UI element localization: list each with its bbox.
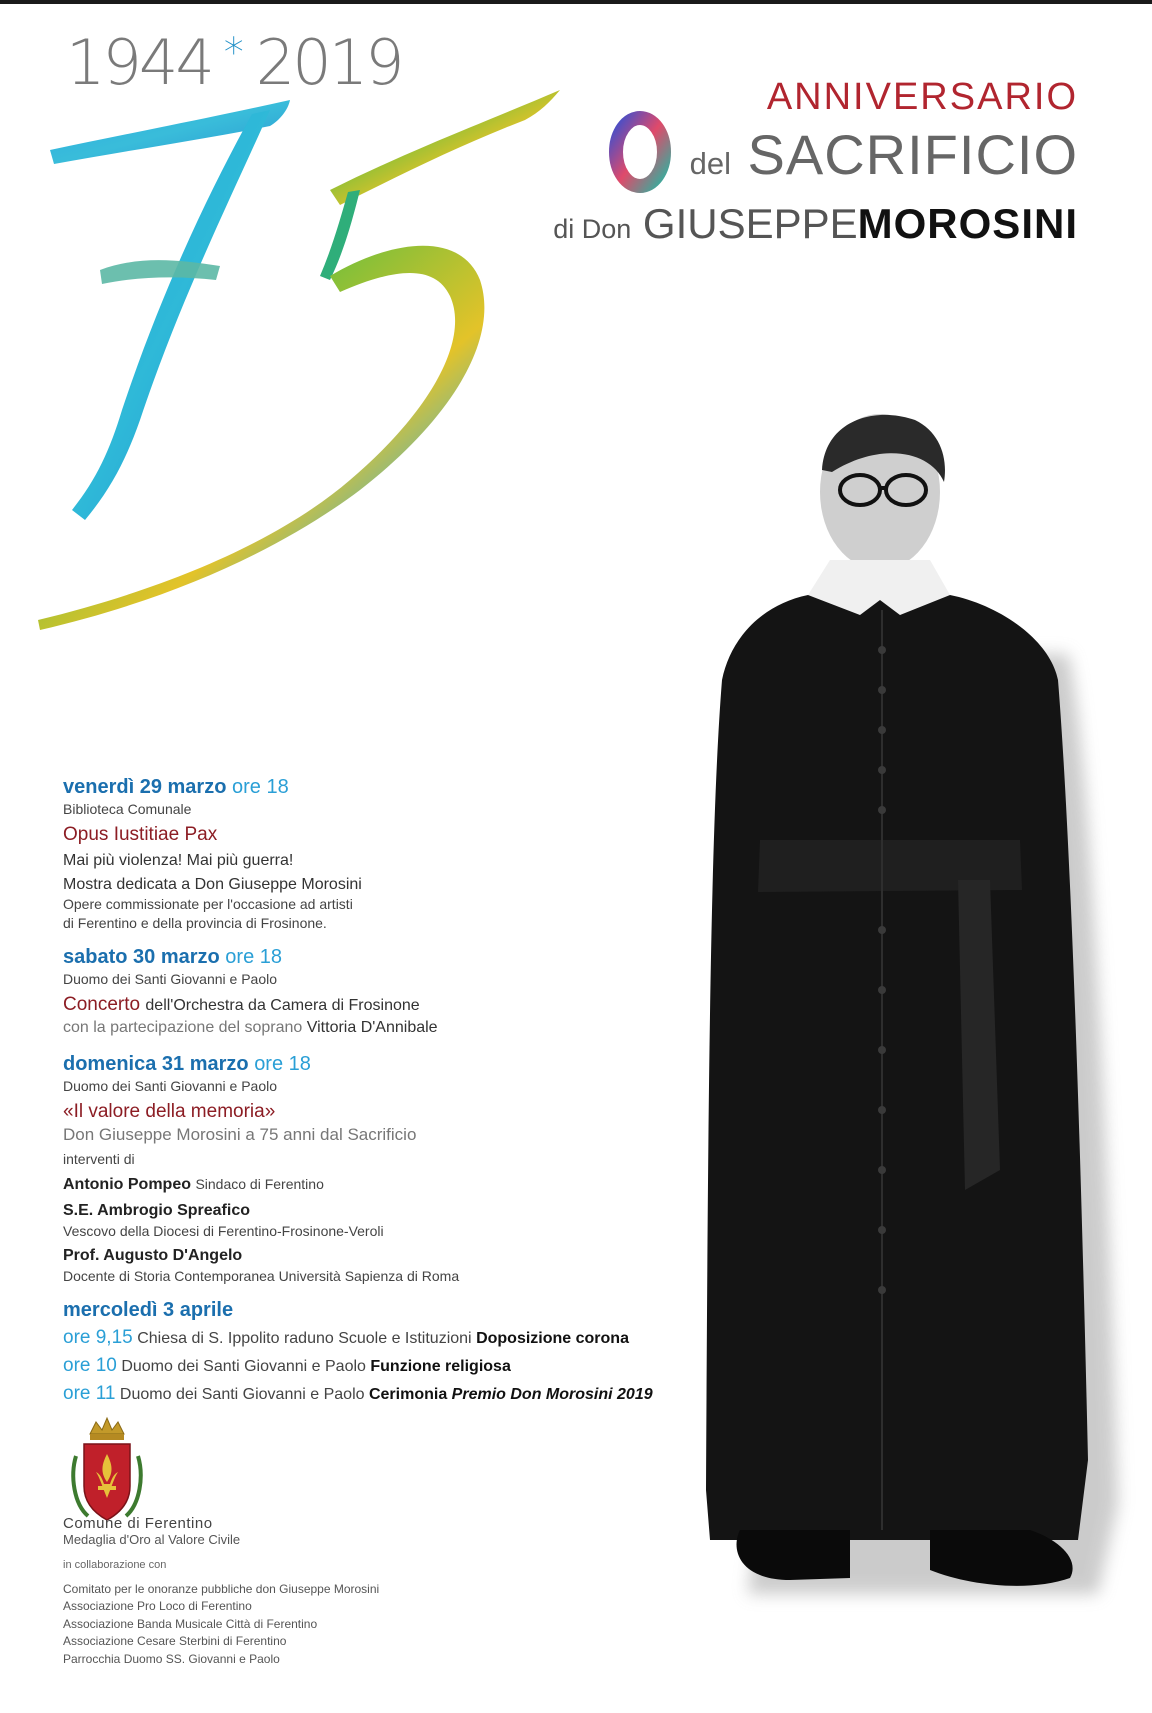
event-title-rest: dell'Orchestra da Camera di Frosinone (145, 997, 420, 1015)
priest-portrait-photo (700, 410, 1140, 1650)
event-line: con la partecipazione del soprano (63, 1018, 303, 1036)
event-soprano: Vittoria D'Annibale (306, 1018, 438, 1036)
title-morosini: MOROSINI (857, 200, 1078, 247)
event-day: mercoledì 3 aprile (63, 1299, 234, 1322)
schedule-place: Duomo dei Santi Giovanni e Paolo (119, 1385, 365, 1403)
event-time: ore 18 (231, 776, 289, 798)
five-stroke-top (330, 90, 560, 205)
event-title: «Il valore della memoria» (63, 1100, 276, 1122)
title-giuseppe: GIUSEPPE (642, 200, 858, 247)
event-title: Concerto (63, 994, 141, 1016)
schedule-item (63, 1382, 703, 1407)
comune-name: Comune di Ferentino (63, 1515, 213, 1532)
event-place: Biblioteca Comunale (63, 801, 192, 817)
degree-ring (616, 118, 664, 186)
speaker-name: S.E. Ambrogio Spreafico (63, 1202, 250, 1220)
comune-medal: Medaglia d'Oro al Valore Civile (63, 1532, 241, 1547)
title-di-don: di Don (553, 214, 632, 244)
speaker-role: Sindaco di Ferentino (195, 1175, 324, 1192)
seven-stroke-diagonal (72, 110, 270, 520)
event-note: di Ferentino e della provincia di Frosinone. (63, 914, 327, 931)
schedule-event: Doposizione corona (476, 1330, 629, 1348)
schedule-event-italic: Premio Don Morosini 2019 (451, 1385, 653, 1403)
event-day: venerdì 29 marzo (63, 776, 227, 798)
ferentino-coat-of-arms-icon (68, 1416, 146, 1528)
speaker-role: Vescovo della Diocesi di Ferentino-Frosinone-Veroli (63, 1223, 384, 1240)
speaker-role: Docente di Storia Contemporanea Università Sapienza di Roma (63, 1268, 460, 1285)
years-heading (66, 26, 402, 99)
schedule-place: Chiesa di S. Ippolito raduno Scuole e Istituzioni (137, 1330, 472, 1348)
event-line: Mostra dedicata a Don Giuseppe Morosini (63, 875, 362, 893)
event-note: Opere commissionate per l'occasione ad artisti (63, 896, 353, 913)
event-3-april (63, 1297, 703, 1406)
schedule-item (63, 1326, 703, 1351)
seventy-five-brush-artwork (30, 40, 730, 660)
top-border (0, 0, 1152, 4)
schedule-time: ore 9,15 (63, 1327, 133, 1349)
partner-item: Associazione Cesare Sterbini di Ferentino (63, 1634, 287, 1649)
event-day: domenica 31 marzo (63, 1052, 249, 1075)
title-name (553, 200, 1078, 248)
partner-item: Parrocchia Duomo SS. Giovanni e Paolo (63, 1651, 280, 1666)
speaker-name: Prof. Augusto D'Angelo (63, 1247, 243, 1265)
event-subtitle: Don Giuseppe Morosini a 75 anni dal Sacrificio (63, 1125, 417, 1145)
event-place: Duomo dei Santi Giovanni e Paolo (63, 1077, 278, 1094)
event-day: sabato 30 marzo (63, 945, 220, 968)
title-sacrificio (690, 122, 1078, 187)
year-start: 1944 (66, 26, 212, 99)
event-time: ore 18 (254, 1052, 311, 1075)
schedule-time: ore 11 (63, 1382, 116, 1404)
title-anniversario: ANNIVERSARIO (766, 76, 1078, 118)
footer (63, 1515, 523, 1668)
partner-list (63, 1581, 523, 1668)
event-30-march (63, 944, 703, 1039)
collaboration-label: in collaborazione con (63, 1559, 167, 1571)
event-time: ore 18 (225, 945, 283, 968)
schedule-place: Duomo dei Santi Giovanni e Paolo (121, 1358, 366, 1376)
event-day-heading (63, 944, 703, 970)
title-sacrificio-word: SACRIFICIO (747, 123, 1078, 186)
event-soprano-line (63, 1018, 703, 1039)
event-31-march (63, 1051, 703, 1286)
event-schedule (63, 762, 703, 1407)
five-stroke-bowl (38, 246, 484, 630)
partner-item: Associazione Pro Loco di Ferentino (63, 1599, 252, 1614)
event-line: Mai più violenza! Mai più guerra! (63, 851, 294, 869)
partner-item: Associazione Banda Musicale Città di Ferentino (63, 1616, 318, 1631)
schedule-item (63, 1354, 703, 1379)
seven-stroke-mid (100, 260, 220, 284)
schedule-event: Funzione religiosa (370, 1358, 511, 1376)
star-separator: * (223, 30, 244, 76)
year-end: 2019 (255, 26, 402, 99)
event-interventi: interventi di (63, 1151, 135, 1168)
schedule-event: Cerimonia (368, 1385, 448, 1403)
event-29-march (63, 774, 703, 932)
event-title-line (63, 993, 703, 1018)
event-place: Duomo dei Santi Giovanni e Paolo (63, 970, 278, 987)
speaker-name: Antonio Pompeo (63, 1175, 191, 1193)
event-day-heading (63, 1051, 703, 1077)
event-title: Opus Iustitiae Pax (63, 824, 218, 846)
event-day-heading (63, 774, 703, 800)
schedule-time: ore 10 (63, 1355, 117, 1377)
title-del: del (689, 146, 731, 181)
partner-item: Comitato per le onoranze pubbliche don Giuseppe Morosini (63, 1582, 380, 1596)
speaker-line (63, 1175, 703, 1196)
